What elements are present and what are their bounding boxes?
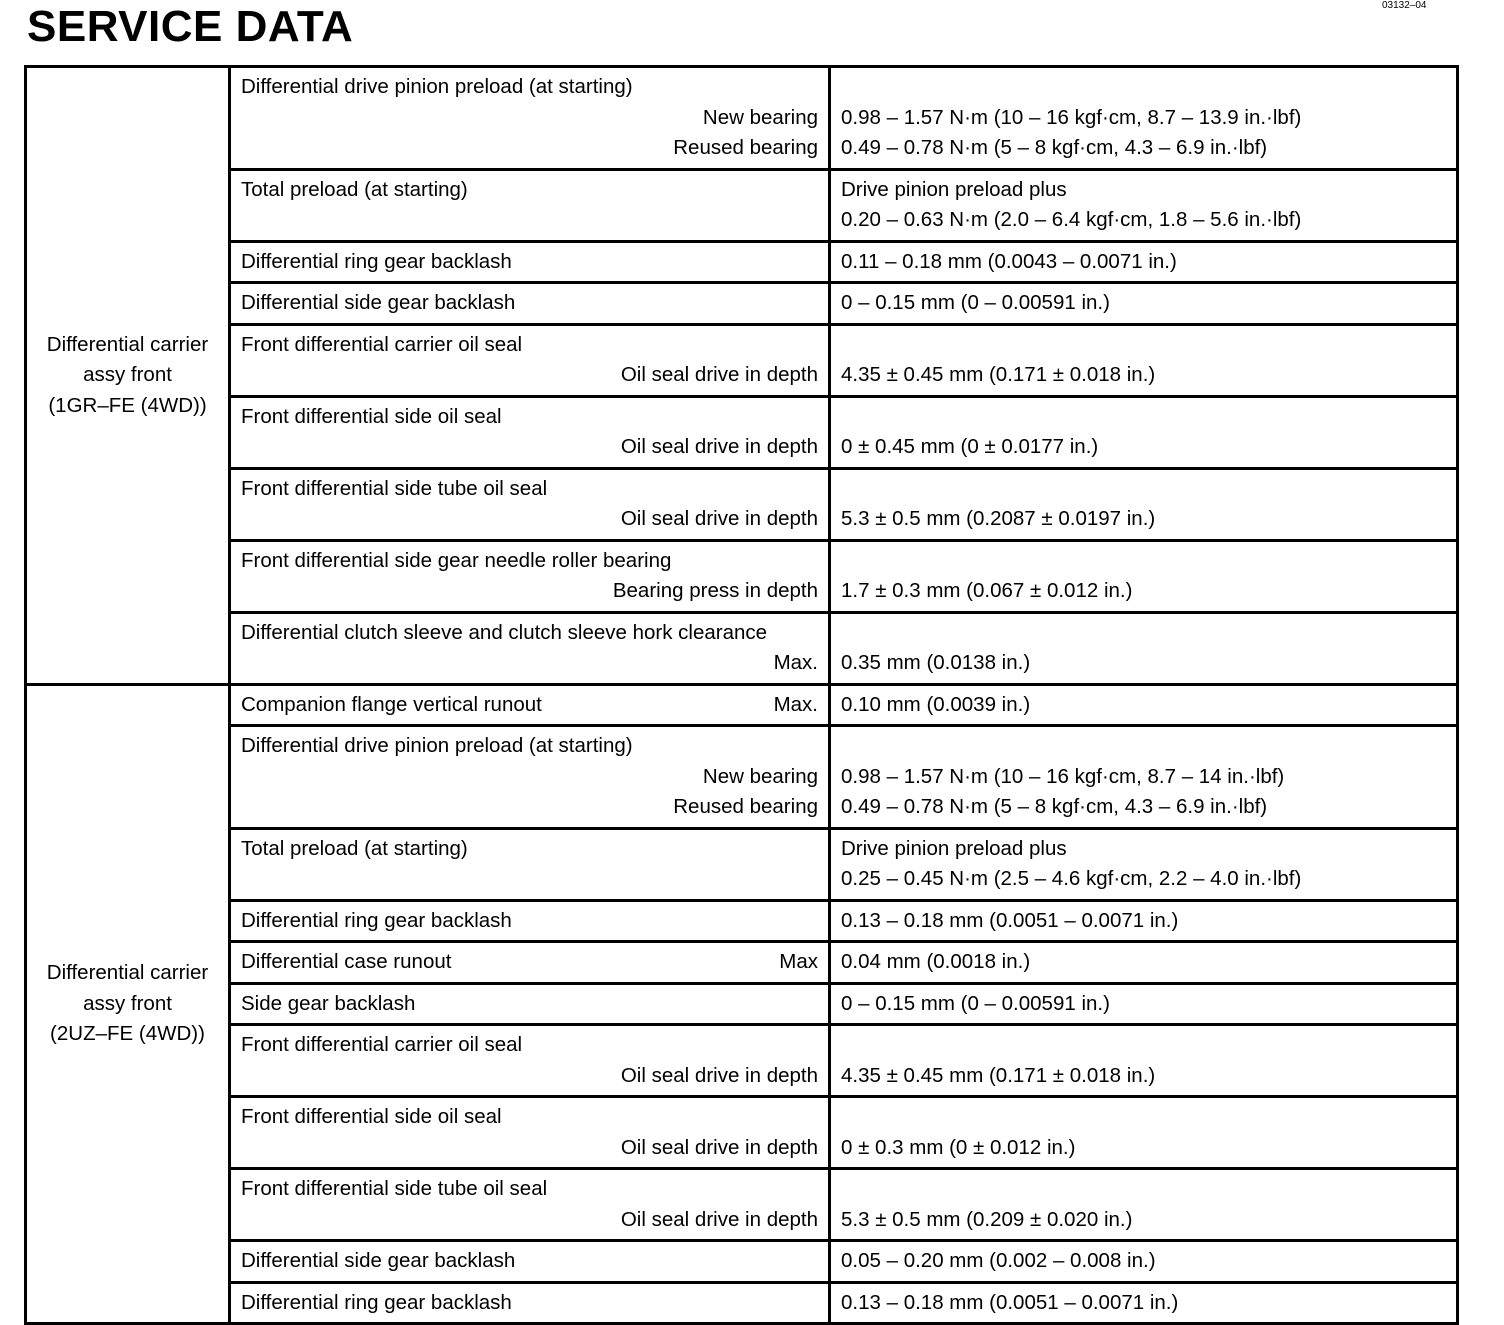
spec-value (841, 731, 1446, 762)
value-cell (830, 1169, 1458, 1241)
spec-value: 0.98 – 1.57 N·m (10 – 16 kgf·cm, 8.7 – 13.9 in.·lbf) (841, 105, 1302, 129)
value-cell (830, 540, 1458, 612)
table-row (26, 983, 1458, 1025)
sub-label: New bearing (702, 105, 818, 129)
item-label: Differential case runout (241, 950, 452, 973)
table-row (26, 283, 1458, 325)
group-name-cell (26, 67, 230, 685)
value-cell (830, 983, 1458, 1025)
table-row (26, 1241, 1458, 1283)
document-code: 03132–04 (1382, 0, 1427, 11)
item-line (241, 690, 818, 721)
value-cell (830, 1282, 1458, 1324)
table-row (26, 468, 1458, 540)
table-row (26, 169, 1458, 241)
value-cell (830, 1097, 1458, 1169)
spec-value: 0 – 0.15 mm (0 – 0.00591 in.) (841, 291, 1110, 314)
value-cell (830, 942, 1458, 984)
spec-value: 0.49 – 0.78 N·m (5 – 8 kgf·cm, 4.3 – 6.9 in.·lbf) (841, 795, 1268, 818)
spec-value: 1.7 ± 0.3 mm (0.067 ± 0.012 in.) (841, 579, 1133, 602)
item-cell (230, 396, 830, 468)
item-label: Side gear backlash (241, 991, 416, 1015)
item-limit-label: Max. (773, 692, 818, 716)
group-name-line: assy front (83, 363, 172, 386)
spec-value: 0.20 – 0.63 N·m (2.0 – 6.4 kgf·cm, 1.8 – 5.6 in.·lbf) (841, 208, 1302, 231)
value-cell (830, 283, 1458, 325)
spec-value: 0.25 – 0.45 N·m (2.5 – 4.6 kgf·cm, 2.2 – 4.0 in.·lbf) (841, 867, 1302, 890)
sub-label: New bearing (702, 764, 818, 788)
item-label: Front differential side tube oil seal (241, 476, 548, 500)
spec-value: 0.05 – 0.20 mm (0.002 – 0.008 in.) (841, 1249, 1156, 1272)
value-cell (830, 324, 1458, 396)
item-label: Differential side gear backlash (241, 1249, 516, 1272)
spec-value: 0 – 0.15 mm (0 – 0.00591 in.) (841, 991, 1110, 1015)
item-cell (230, 1241, 830, 1283)
item-cell (230, 283, 830, 325)
item-label: Front differential side tube oil seal (241, 1177, 548, 1200)
table-row (26, 684, 1458, 726)
table-row (26, 1282, 1458, 1324)
spec-value: 5.3 ± 0.5 mm (0.2087 ± 0.0197 in.) (841, 507, 1156, 530)
spec-value (841, 330, 1446, 361)
spec-value: 0.35 mm (0.0138 in.) (841, 651, 1031, 674)
spec-value (841, 402, 1446, 433)
spec-value: 0.49 – 0.78 N·m (5 – 8 kgf·cm, 4.3 – 6.9 in.·lbf) (841, 136, 1268, 159)
item-cell (230, 1169, 830, 1241)
item-limit-label: Max (779, 950, 818, 973)
item-label: Differential ring gear backlash (241, 908, 512, 932)
item-cell (230, 324, 830, 396)
spec-value: 5.3 ± 0.5 mm (0.209 ± 0.020 in.) (841, 1207, 1133, 1231)
table-row (26, 612, 1458, 684)
spec-value: 0 ± 0.3 mm (0 ± 0.012 in.) (841, 1135, 1076, 1159)
service-data-table (24, 65, 1459, 1325)
item-cell (230, 828, 830, 900)
spec-value: 0.04 mm (0.0018 in.) (841, 950, 1031, 973)
item-cell (230, 468, 830, 540)
table-row (26, 324, 1458, 396)
sub-label: Oil seal drive in depth (620, 435, 818, 458)
group-name-line: Differential carrier (46, 332, 209, 356)
service-data-table-body (26, 67, 1458, 1324)
item-label: Differential drive pinion preload (at starting) (241, 734, 633, 757)
item-label: Total preload (at starting) (241, 177, 468, 201)
spec-value (841, 618, 1446, 649)
spec-value: 0.10 mm (0.0039 in.) (841, 692, 1031, 716)
table-row (26, 1097, 1458, 1169)
item-cell (230, 1282, 830, 1324)
sub-label: Oil seal drive in depth (620, 1207, 818, 1231)
group-name-line: (1GR–FE (4WD)) (48, 393, 207, 417)
item-label: Companion flange vertical runout (241, 692, 542, 716)
value-cell (830, 1241, 1458, 1283)
item-label: Front differential side oil seal (241, 404, 502, 428)
spec-value (841, 474, 1446, 505)
item-label: Differential ring gear backlash (241, 1290, 512, 1314)
item-cell (230, 726, 830, 829)
spec-value (841, 1174, 1446, 1205)
sub-label: Max. (773, 651, 818, 674)
value-cell (830, 726, 1458, 829)
value-cell (830, 241, 1458, 283)
item-label: Front differential side oil seal (241, 1105, 502, 1128)
sub-label: Reused bearing (673, 795, 818, 818)
item-cell (230, 983, 830, 1025)
group-name-cell (26, 684, 230, 1324)
item-label: Differential side gear backlash (241, 291, 516, 314)
sub-label: Oil seal drive in depth (620, 1063, 818, 1087)
table-row (26, 1169, 1458, 1241)
item-cell (230, 1097, 830, 1169)
sub-label: Oil seal drive in depth (620, 507, 818, 530)
spec-value: 0.13 – 0.18 mm (0.0051 – 0.0071 in.) (841, 1290, 1179, 1314)
group-name-line: (2UZ–FE (4WD)) (50, 1022, 205, 1045)
sub-label: Bearing press in depth (612, 579, 818, 602)
table-row (26, 540, 1458, 612)
sub-label: Oil seal drive in depth (620, 363, 818, 386)
value-cell (830, 1025, 1458, 1097)
value-cell (830, 900, 1458, 942)
table-row (26, 828, 1458, 900)
item-cell (230, 684, 830, 726)
table-row (26, 241, 1458, 283)
item-cell (230, 241, 830, 283)
value-cell (830, 612, 1458, 684)
value-cell (830, 67, 1458, 170)
value-cell (830, 684, 1458, 726)
spec-value (841, 72, 1446, 103)
item-label: Front differential carrier oil seal (241, 332, 523, 356)
table-row (26, 942, 1458, 984)
item-label: Front differential side gear needle roller bearing (241, 548, 672, 572)
value-cell (830, 468, 1458, 540)
item-cell (230, 169, 830, 241)
item-cell (230, 1025, 830, 1097)
table-row (26, 396, 1458, 468)
spec-value: 4.35 ± 0.45 mm (0.171 ± 0.018 in.) (841, 1063, 1156, 1087)
item-label: Front differential carrier oil seal (241, 1033, 523, 1056)
item-label: Total preload (at starting) (241, 836, 468, 860)
sub-label: Reused bearing (673, 136, 818, 159)
group-name-line: assy front (83, 991, 172, 1015)
spec-value: Drive pinion preload plus (841, 177, 1067, 201)
spec-value: 0 ± 0.45 mm (0 ± 0.0177 in.) (841, 435, 1099, 458)
spec-value: 4.35 ± 0.45 mm (0.171 ± 0.018 in.) (841, 363, 1156, 386)
table-row (26, 67, 1458, 170)
spec-value: 0.11 – 0.18 mm (0.0043 – 0.0071 in.) (841, 249, 1177, 273)
item-cell (230, 67, 830, 170)
page-title: SERVICE DATA (27, 2, 354, 51)
spec-value (841, 546, 1446, 577)
item-label: Differential ring gear backlash (241, 249, 512, 273)
spec-value (841, 1102, 1446, 1133)
table-row (26, 726, 1458, 829)
item-label: Differential clutch sleeve and clutch sleeve hork clearance (241, 620, 768, 644)
item-label: Differential drive pinion preload (at starting) (241, 75, 633, 98)
spec-value: 0.98 – 1.57 N·m (10 – 16 kgf·cm, 8.7 – 14 in.·lbf) (841, 764, 1285, 788)
item-cell (230, 900, 830, 942)
value-cell (830, 169, 1458, 241)
sub-label: Oil seal drive in depth (620, 1135, 818, 1159)
item-cell (230, 540, 830, 612)
item-cell (230, 612, 830, 684)
value-cell (830, 396, 1458, 468)
group-name-line: Differential carrier (46, 961, 209, 984)
item-cell (230, 942, 830, 984)
spec-value (841, 1030, 1446, 1061)
spec-value: 0.13 – 0.18 mm (0.0051 – 0.0071 in.) (841, 908, 1179, 932)
item-line (241, 947, 818, 978)
value-cell (830, 828, 1458, 900)
table-row (26, 900, 1458, 942)
table-row (26, 1025, 1458, 1097)
spec-value: Drive pinion preload plus (841, 836, 1067, 860)
